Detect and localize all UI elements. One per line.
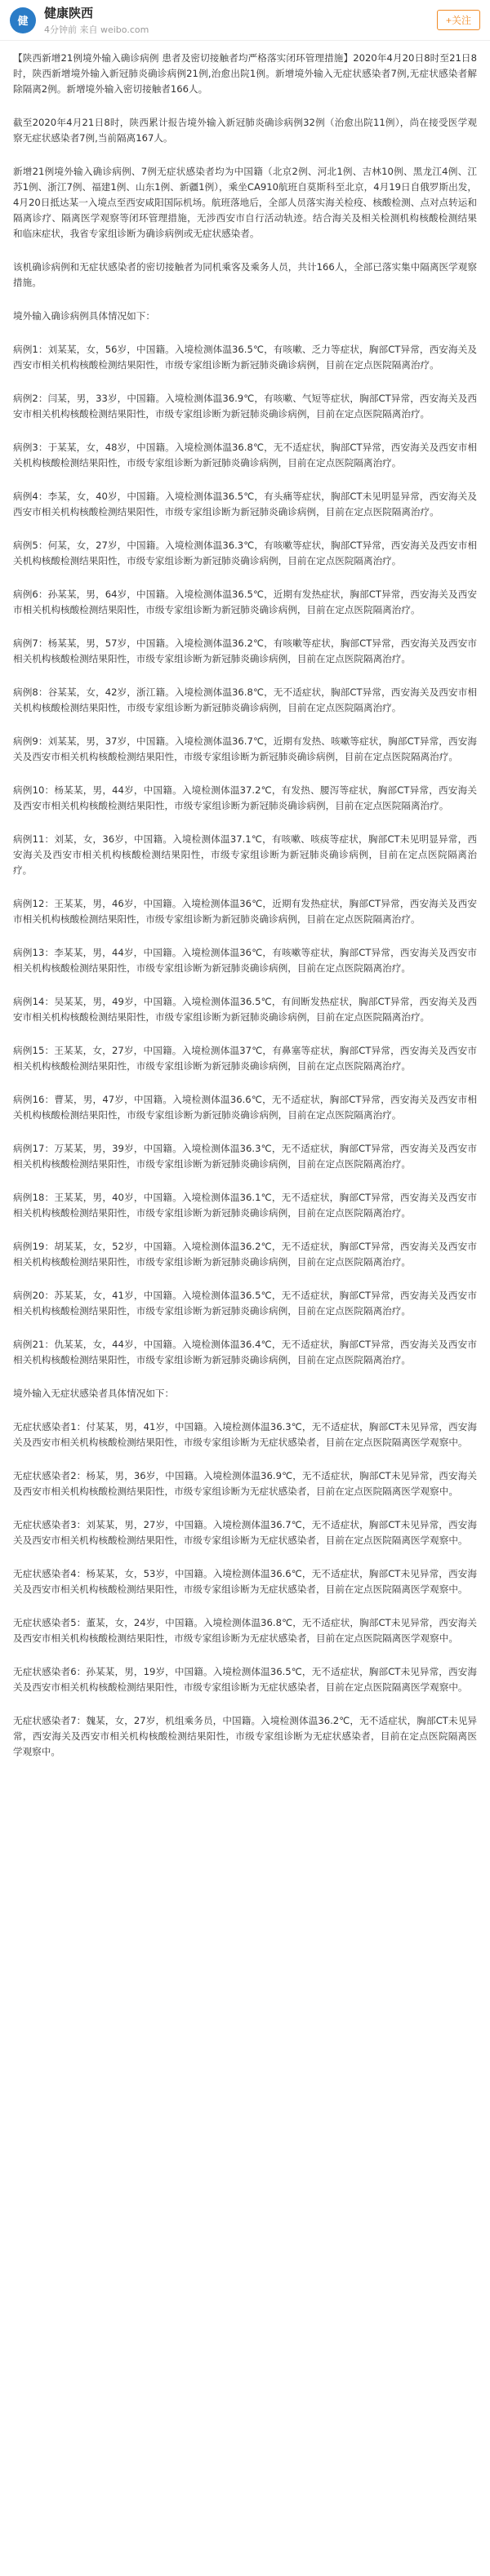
case-paragraph: 病例10：杨某某，男，44岁，中国籍。入境检测体温37.2℃，有发热、腰泻等症状，胸部CT异常，西安海关及西安市相关机构核酸检测结果阳性，市级专家组诊断为新冠肺炎确诊病例，目前在定点医院隔离治疗。 xyxy=(13,784,477,811)
case-paragraph: 病例16：曹某，男，47岁，中国籍。入境检测体温36.6℃，无不适症状，胸部CT异常，西安海关及西安市相关机构核酸检测结果阳性，市级专家组诊断为新冠肺炎确诊病例，目前在定点医院隔离治疗。 xyxy=(13,1094,477,1121)
case-paragraph: 病例14：吴某某，男，49岁，中国籍。入境检测体温36.5℃，有间断发热症状，胸部CT异常，西安海关及西安市相关机构核酸检测结果阳性，市级专家组诊断为新冠肺炎确诊病例，目前在定点医院隔离治疗。 xyxy=(13,996,477,1023)
post-paragraph: 【陕西新增21例境外输入确诊病例 患者及密切接触者均严格落实闭环管理措施】2020年4月20日8时至21日8时，陕西新增境外输入新冠肺炎确诊病例21例,治愈出院1例。新增境外输入无症状感染者7例,无症状感染者解除隔离2例。新增境外输入密切接触者166人。 xyxy=(13,52,477,95)
asymptomatic-paragraph: 无症状感染者4：杨某某，女，53岁，中国籍。入境检测体温36.6℃，无不适症状，胸部CT未见异常，西安海关及西安市相关机构核酸检测结果阳性，市级专家组诊断为无症状感染者，目前在定点医院隔离医学观察中。 xyxy=(13,1568,477,1595)
case-paragraph: 病例3：于某某，女，48岁，中国籍。入境检测体温36.8℃，无不适症状，胸部CT异常，西安海关及西安市相关机构核酸检测结果阳性，市级专家组诊断为新冠肺炎确诊病例，目前在定点医院隔离治疗。 xyxy=(13,442,477,469)
case-paragraph: 病例13：李某某，男，44岁，中国籍。入境检测体温36℃，有咳嗽等症状，胸部CT异常，西安海关及西安市相关机构核酸检测结果阳性，市级专家组诊断为新冠肺炎确诊病例，目前在定点医院隔离治疗。 xyxy=(13,947,477,974)
post-paragraph: 该机确诊病例和无症状感染者的密切接触者为同机乘客及乘务人员，共计166人，全部已落实集中隔离医学观察措施。 xyxy=(13,261,477,288)
case-paragraph: 病例5：何某，女，27岁，中国籍。入境检测体温36.3℃，有咳嗽等症状，胸部CT异常，西安海关及西安市相关机构核酸检测结果阳性，市级专家组诊断为新冠肺炎确诊病例，目前在定点医院隔离治疗。 xyxy=(13,540,477,566)
case-paragraph: 病例17：万某某，男，39岁，中国籍。入境检测体温36.3℃，无不适症状，胸部CT异常，西安海关及西安市相关机构核酸检测结果阳性，市级专家组诊断为新冠肺炎确诊病例，目前在定点医院隔离治疗。 xyxy=(13,1143,477,1170)
follow-button[interactable]: +关注 xyxy=(437,10,480,30)
case-paragraph: 病例9：刘某某，男，37岁，中国籍。入境检测体温36.7℃，近期有发热、咳嗽等症状，胸部CT异常，西安海关及西安市相关机构核酸检测结果阳性，市级专家组诊断为新冠肺炎确诊病例，目前在定点医院隔离治疗。 xyxy=(13,735,477,762)
post-body xyxy=(0,41,490,1760)
case-paragraph: 病例21：仇某某，女，44岁，中国籍。入境检测体温36.4℃，无不适症状，胸部CT异常，西安海关及西安市相关机构核酸检测结果阳性，市级专家组诊断为新冠肺炎确诊病例，目前在定点医院隔离治疗。 xyxy=(13,1339,477,1366)
case-paragraph: 病例19：胡某某，女，52岁，中国籍。入境检测体温36.2℃，无不适症状，胸部CT异常，西安海关及西安市相关机构核酸检测结果阳性，市级专家组诊断为新冠肺炎确诊病例，目前在定点医院隔离治疗。 xyxy=(13,1241,477,1268)
case-paragraph: 病例18：王某某，男，40岁，中国籍。入境检测体温36.1℃，无不适症状，胸部CT异常，西安海关及西安市相关机构核酸检测结果阳性，市级专家组诊断为新冠肺炎确诊病例，目前在定点医院隔离治疗。 xyxy=(13,1192,477,1219)
case-paragraph: 病例7：杨某某，男，57岁，中国籍。入境检测体温36.2℃，有咳嗽等症状，胸部CT异常，西安海关及西安市相关机构核酸检测结果阳性，市级专家组诊断为新冠肺炎确诊病例，目前在定点医院隔离治疗。 xyxy=(13,637,477,664)
account-name[interactable]: 健康陕西 xyxy=(44,6,94,20)
case-paragraph: 病例8：谷某某，女，42岁，浙江籍。入境检测体温36.8℃，无不适症状，胸部CT异常，西安海关及西安市相关机构核酸检测结果阳性，市级专家组诊断为新冠肺炎确诊病例，目前在定点医院隔离治疗。 xyxy=(13,686,477,713)
asymptomatic-paragraph: 无症状感染者7：魏某，女，27岁，机组乘务员，中国籍。入境检测体温36.2℃，无不适症状，胸部CT未见异常，西安海关及西安市相关机构核酸检测结果阳性，市级专家组诊断为无症状感染者，目前在定点医院隔离医学观察中。 xyxy=(13,1715,477,1757)
section-heading: 境外输入确诊病例具体情况如下： xyxy=(13,310,155,322)
avatar[interactable] xyxy=(10,7,36,33)
case-paragraph: 病例6：孙某某，男，64岁，中国籍。入境检测体温36.5℃，近期有发热症状，胸部CT异常，西安海关及西安市相关机构核酸检测结果阳性，市级专家组诊断为新冠肺炎确诊病例，目前在定点医院隔离治疗。 xyxy=(13,588,477,615)
post-paragraph: 截至2020年4月21日8时，陕西累计报告境外输入新冠肺炎确诊病例32例（治愈出院11例），尚在接受医学观察无症状感染者7例,当前隔离167人。 xyxy=(13,117,477,144)
section-heading: 境外输入无症状感染者具体情况如下： xyxy=(13,1388,175,1399)
case-paragraph: 病例20：苏某某，女，41岁，中国籍。入境检测体温36.5℃，无不适症状，胸部CT异常，西安海关及西安市相关机构核酸检测结果阳性，市级专家组诊断为新冠肺炎确诊病例，目前在定点医院隔离治疗。 xyxy=(13,1290,477,1317)
post-header xyxy=(0,0,490,41)
asymptomatic-paragraph: 无症状感染者2：杨某，男，36岁，中国籍。入境检测体温36.9℃，无不适症状，胸部CT未见异常，西安海关及西安市相关机构核酸检测结果阳性，市级专家组诊断为无症状感染者，目前在定点医院隔离医学观察中。 xyxy=(13,1470,477,1497)
account-meta xyxy=(44,4,437,36)
post-paragraph: 新增21例境外输入确诊病例、7例无症状感染者均为中国籍（北京2例、河北1例、吉林10例、黑龙江4例、江苏1例、浙江7例、福建1例、山东1例、新疆1例），乘坐CA910航班自莫斯科至北京，4月19日自俄罗斯出发，4月20日抵达某一入境点至西安咸阳国际机场。航班落地后，全部人员落实海关检疫、核酸检测、点对点转运和隔离诊疗、隔离医学观察等闭环管理措施，无涉西安市自行活动轨迹。结合海关及相关检测机构核酸检测结果和临床症状，我省专家组诊断为确诊病例或无症状感染者。 xyxy=(13,166,477,239)
case-paragraph: 病例1：刘某某，女，56岁，中国籍。入境检测体温36.5℃，有咳嗽、乏力等症状，胸部CT异常，西安海关及西安市相关机构核酸检测结果阳性，市级专家组诊断为新冠肺炎确诊病例，目前在定点医院隔离治疗。 xyxy=(13,344,477,371)
asymptomatic-paragraph: 无症状感染者3：刘某某，男，27岁，中国籍。入境检测体温36.7℃，无不适症状，胸部CT未见异常，西安海关及西安市相关机构核酸检测结果阳性，市级专家组诊断为无症状感染者，目前在定点医院隔离医学观察中。 xyxy=(13,1519,477,1546)
case-paragraph: 病例11：刘某，女，36岁，中国籍。入境检测体温37.1℃，有咳嗽、咳痰等症状，胸部CT未见明显异常，西安海关及西安市相关机构核酸检测结果阳性，市级专家组诊断为新冠肺炎确诊病例，目前在定点医院隔离治疗。 xyxy=(13,833,477,876)
case-paragraph: 病例4：李某，女，40岁，中国籍。入境检测体温36.5℃，有头痛等症状，胸部CT未见明显异常，西安海关及西安市相关机构核酸检测结果阳性，市级专家组诊断为新冠肺炎确诊病例，目前在定点医院隔离治疗。 xyxy=(13,491,477,517)
case-paragraph: 病例12：王某某，男，46岁，中国籍。入境检测体温36℃，近期有发热症状，胸部CT异常，西安海关及西安市相关机构核酸检测结果阳性，市级专家组诊断为新冠肺炎确诊病例，目前在定点医院隔离治疗。 xyxy=(13,898,477,925)
asymptomatic-paragraph: 无症状感染者1：付某某，男，41岁，中国籍。入境检测体温36.3℃，无不适症状，胸部CT未见异常，西安海关及西安市相关机构核酸检测结果阳性，市级专家组诊断为无症状感染者，目前在定点医院隔离医学观察中。 xyxy=(13,1421,477,1448)
post-time-source: 4分钟前 来自 weibo.com xyxy=(44,24,149,35)
case-paragraph: 病例2：闫某，男，33岁，中国籍。入境检测体温36.9℃，有咳嗽、气短等症状，胸部CT异常，西安海关及西安市相关机构核酸检测结果阳性，市级专家组诊断为新冠肺炎确诊病例，目前在定点医院隔离治疗。 xyxy=(13,393,477,420)
avatar-text: 健 xyxy=(17,16,29,28)
case-paragraph: 病例15：王某某，女，27岁，中国籍。入境检测体温37℃，有鼻塞等症状，胸部CT异常，西安海关及西安市相关机构核酸检测结果阳性，市级专家组诊断为新冠肺炎确诊病例，目前在定点医院隔离治疗。 xyxy=(13,1045,477,1072)
asymptomatic-paragraph: 无症状感染者5：董某，女，24岁，中国籍。入境检测体温36.8℃，无不适症状，胸部CT未见异常，西安海关及西安市相关机构核酸检测结果阳性，市级专家组诊断为无症状感染者，目前在定点医院隔离医学观察中。 xyxy=(13,1617,477,1644)
asymptomatic-paragraph: 无症状感染者6：孙某某，男，19岁，中国籍。入境检测体温36.5℃，无不适症状，胸部CT未见异常，西安海关及西安市相关机构核酸检测结果阳性，市级专家组诊断为无症状感染者，目前在定点医院隔离医学观察中。 xyxy=(13,1666,477,1693)
